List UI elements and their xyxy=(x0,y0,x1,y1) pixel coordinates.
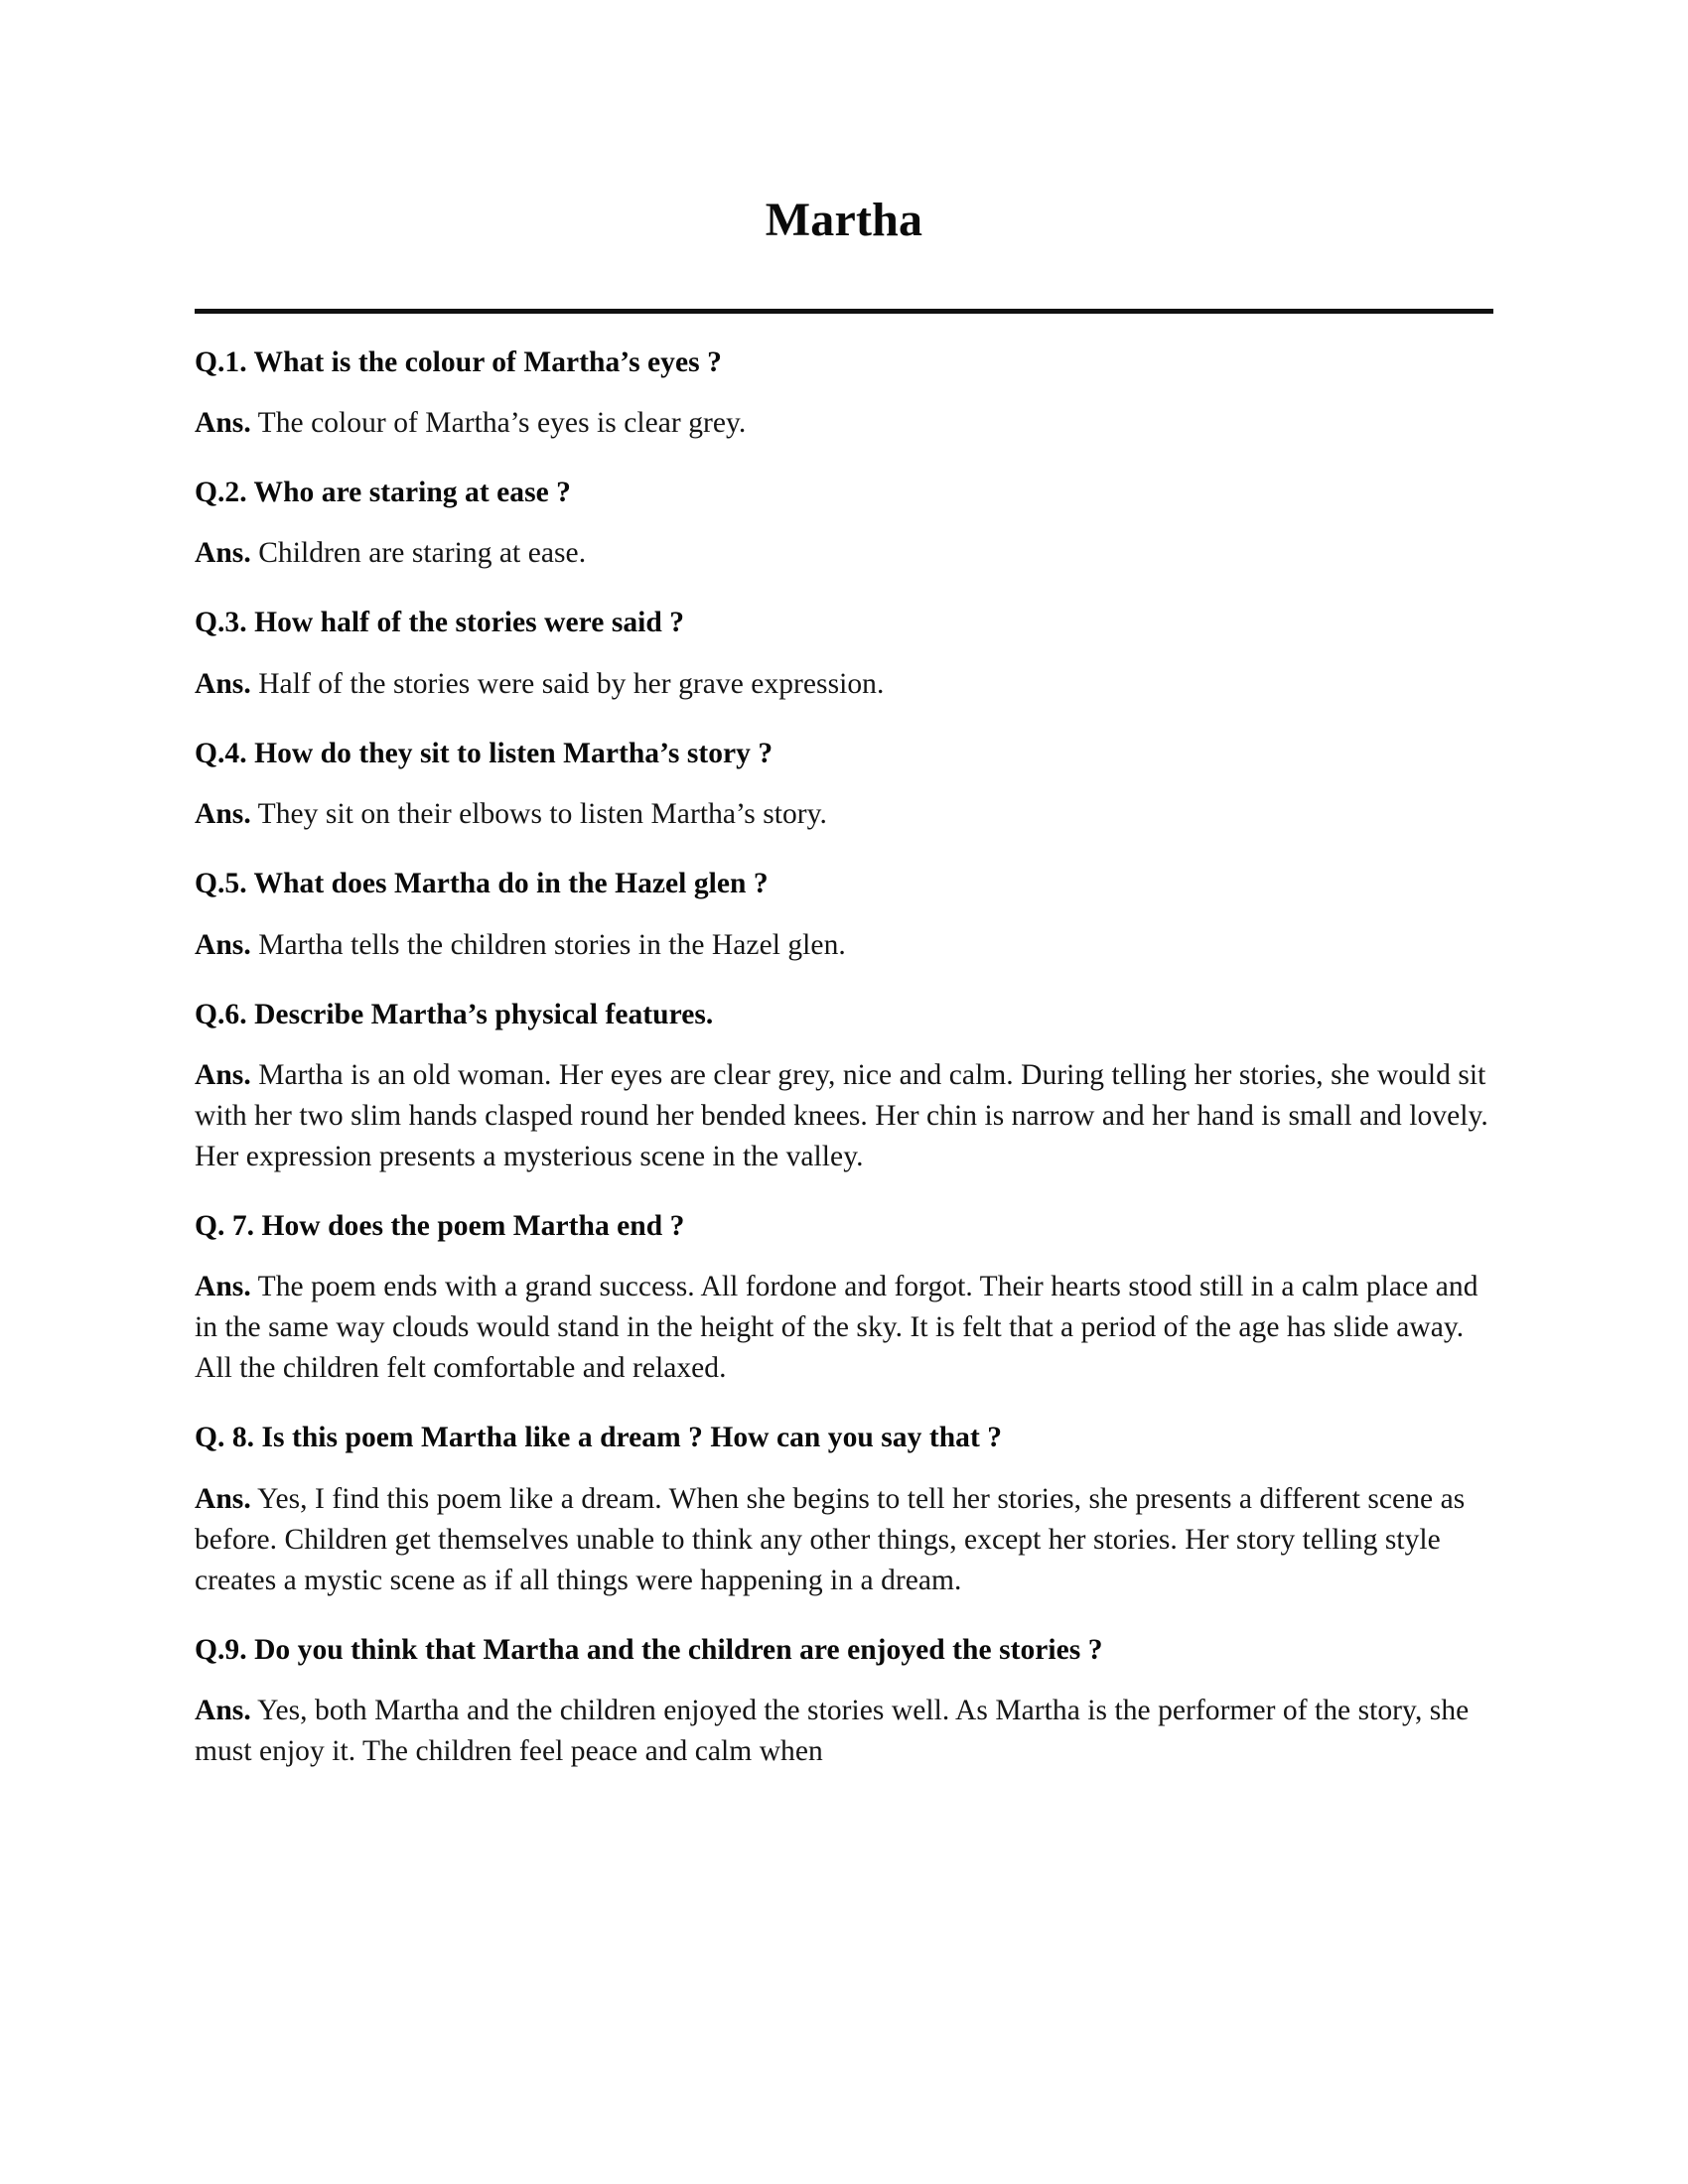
question-text: Q.3. How half of the stories were said ? xyxy=(195,607,685,639)
question-text: Q. 7. How does the poem Martha end ? xyxy=(195,1209,685,1242)
qa-item xyxy=(195,444,1493,574)
qa-item xyxy=(195,966,1493,1177)
answer-label: Ans. xyxy=(195,1694,251,1726)
question-text: Q.2. Who are staring at ease ? xyxy=(195,477,571,509)
answer-text: Children are staring at ease. xyxy=(258,537,587,570)
document-content xyxy=(195,0,1493,2184)
qa-item xyxy=(195,314,1493,444)
answer-label: Ans. xyxy=(195,407,251,440)
answer-label: Ans. xyxy=(195,667,251,700)
question-text: Q.4. How do they sit to listen Martha’s story ? xyxy=(195,737,774,769)
answer-text: Martha tells the children stories in the Hazel glen. xyxy=(258,928,846,961)
page-title: Martha xyxy=(765,194,923,246)
answer-paragraph xyxy=(195,511,1493,574)
qa-list xyxy=(195,314,1493,1772)
question-text: Q.9. Do you think that Martha and the children are enjoyed the stories ? xyxy=(195,1633,1103,1666)
answer-paragraph xyxy=(195,903,1493,966)
answer-text: Yes, both Martha and the children enjoyed the stories well. As Martha is the performer of the story, she must enjoy it. The children feel peace and calm when xyxy=(195,1694,1470,1767)
question-text: Q.5. What does Martha do in the Hazel glen ? xyxy=(195,868,769,900)
qa-item xyxy=(195,574,1493,704)
answer-label: Ans. xyxy=(195,928,251,961)
answer-label: Ans. xyxy=(195,798,251,831)
answer-paragraph xyxy=(195,642,1493,705)
answer-paragraph xyxy=(195,381,1493,444)
answer-paragraph xyxy=(195,1245,1493,1389)
question-text: Q. 8. Is this poem Martha like a dream ? How can you say that ? xyxy=(195,1422,1003,1454)
answer-text: The poem ends with a grand success. All fordone and forgot. Their hearts stood still in a calm place and in the same way clouds would stand in the height of the sky. It is felt that a period of the age has slide away. All the children felt comfortable and relaxed. xyxy=(195,1271,1478,1385)
question-text: Q.1. What is the colour of Martha’s eyes ? xyxy=(195,345,722,378)
answer-paragraph xyxy=(195,772,1493,835)
answer-label: Ans. xyxy=(195,1058,251,1091)
answer-label: Ans. xyxy=(195,1271,251,1303)
qa-item xyxy=(195,1389,1493,1600)
qa-item xyxy=(195,1177,1493,1389)
qa-item xyxy=(195,835,1493,965)
answer-paragraph xyxy=(195,1457,1493,1601)
answer-text: Half of the stories were said by her grave expression. xyxy=(258,667,885,700)
answer-text: The colour of Martha’s eyes is clear grey. xyxy=(257,407,747,440)
answer-paragraph xyxy=(195,1033,1493,1177)
answer-paragraph xyxy=(195,1669,1493,1772)
question-text: Q.6. Describe Martha’s physical features. xyxy=(195,998,714,1030)
qa-item xyxy=(195,705,1493,835)
answer-text: Martha is an old woman. Her eyes are clear grey, nice and calm. During telling her stories, she would sit with her two slim hands clasped round her bended knees. Her chin is narrow and her hand is small and lovely. Her expression presents a mysterious scene in the valley. xyxy=(195,1058,1488,1172)
answer-text: Yes, I find this poem like a dream. When she begins to tell her stories, she presents a different scene as before. Children get themselves unable to think any other things, except her stories. Her story telling style creates a mystic scene as if all things were happening in a dream. xyxy=(195,1482,1466,1596)
answer-label: Ans. xyxy=(195,1482,251,1515)
qa-item xyxy=(195,1601,1493,1772)
answer-text: They sit on their elbows to listen Martha’s story. xyxy=(257,798,827,831)
answer-label: Ans. xyxy=(195,537,251,570)
